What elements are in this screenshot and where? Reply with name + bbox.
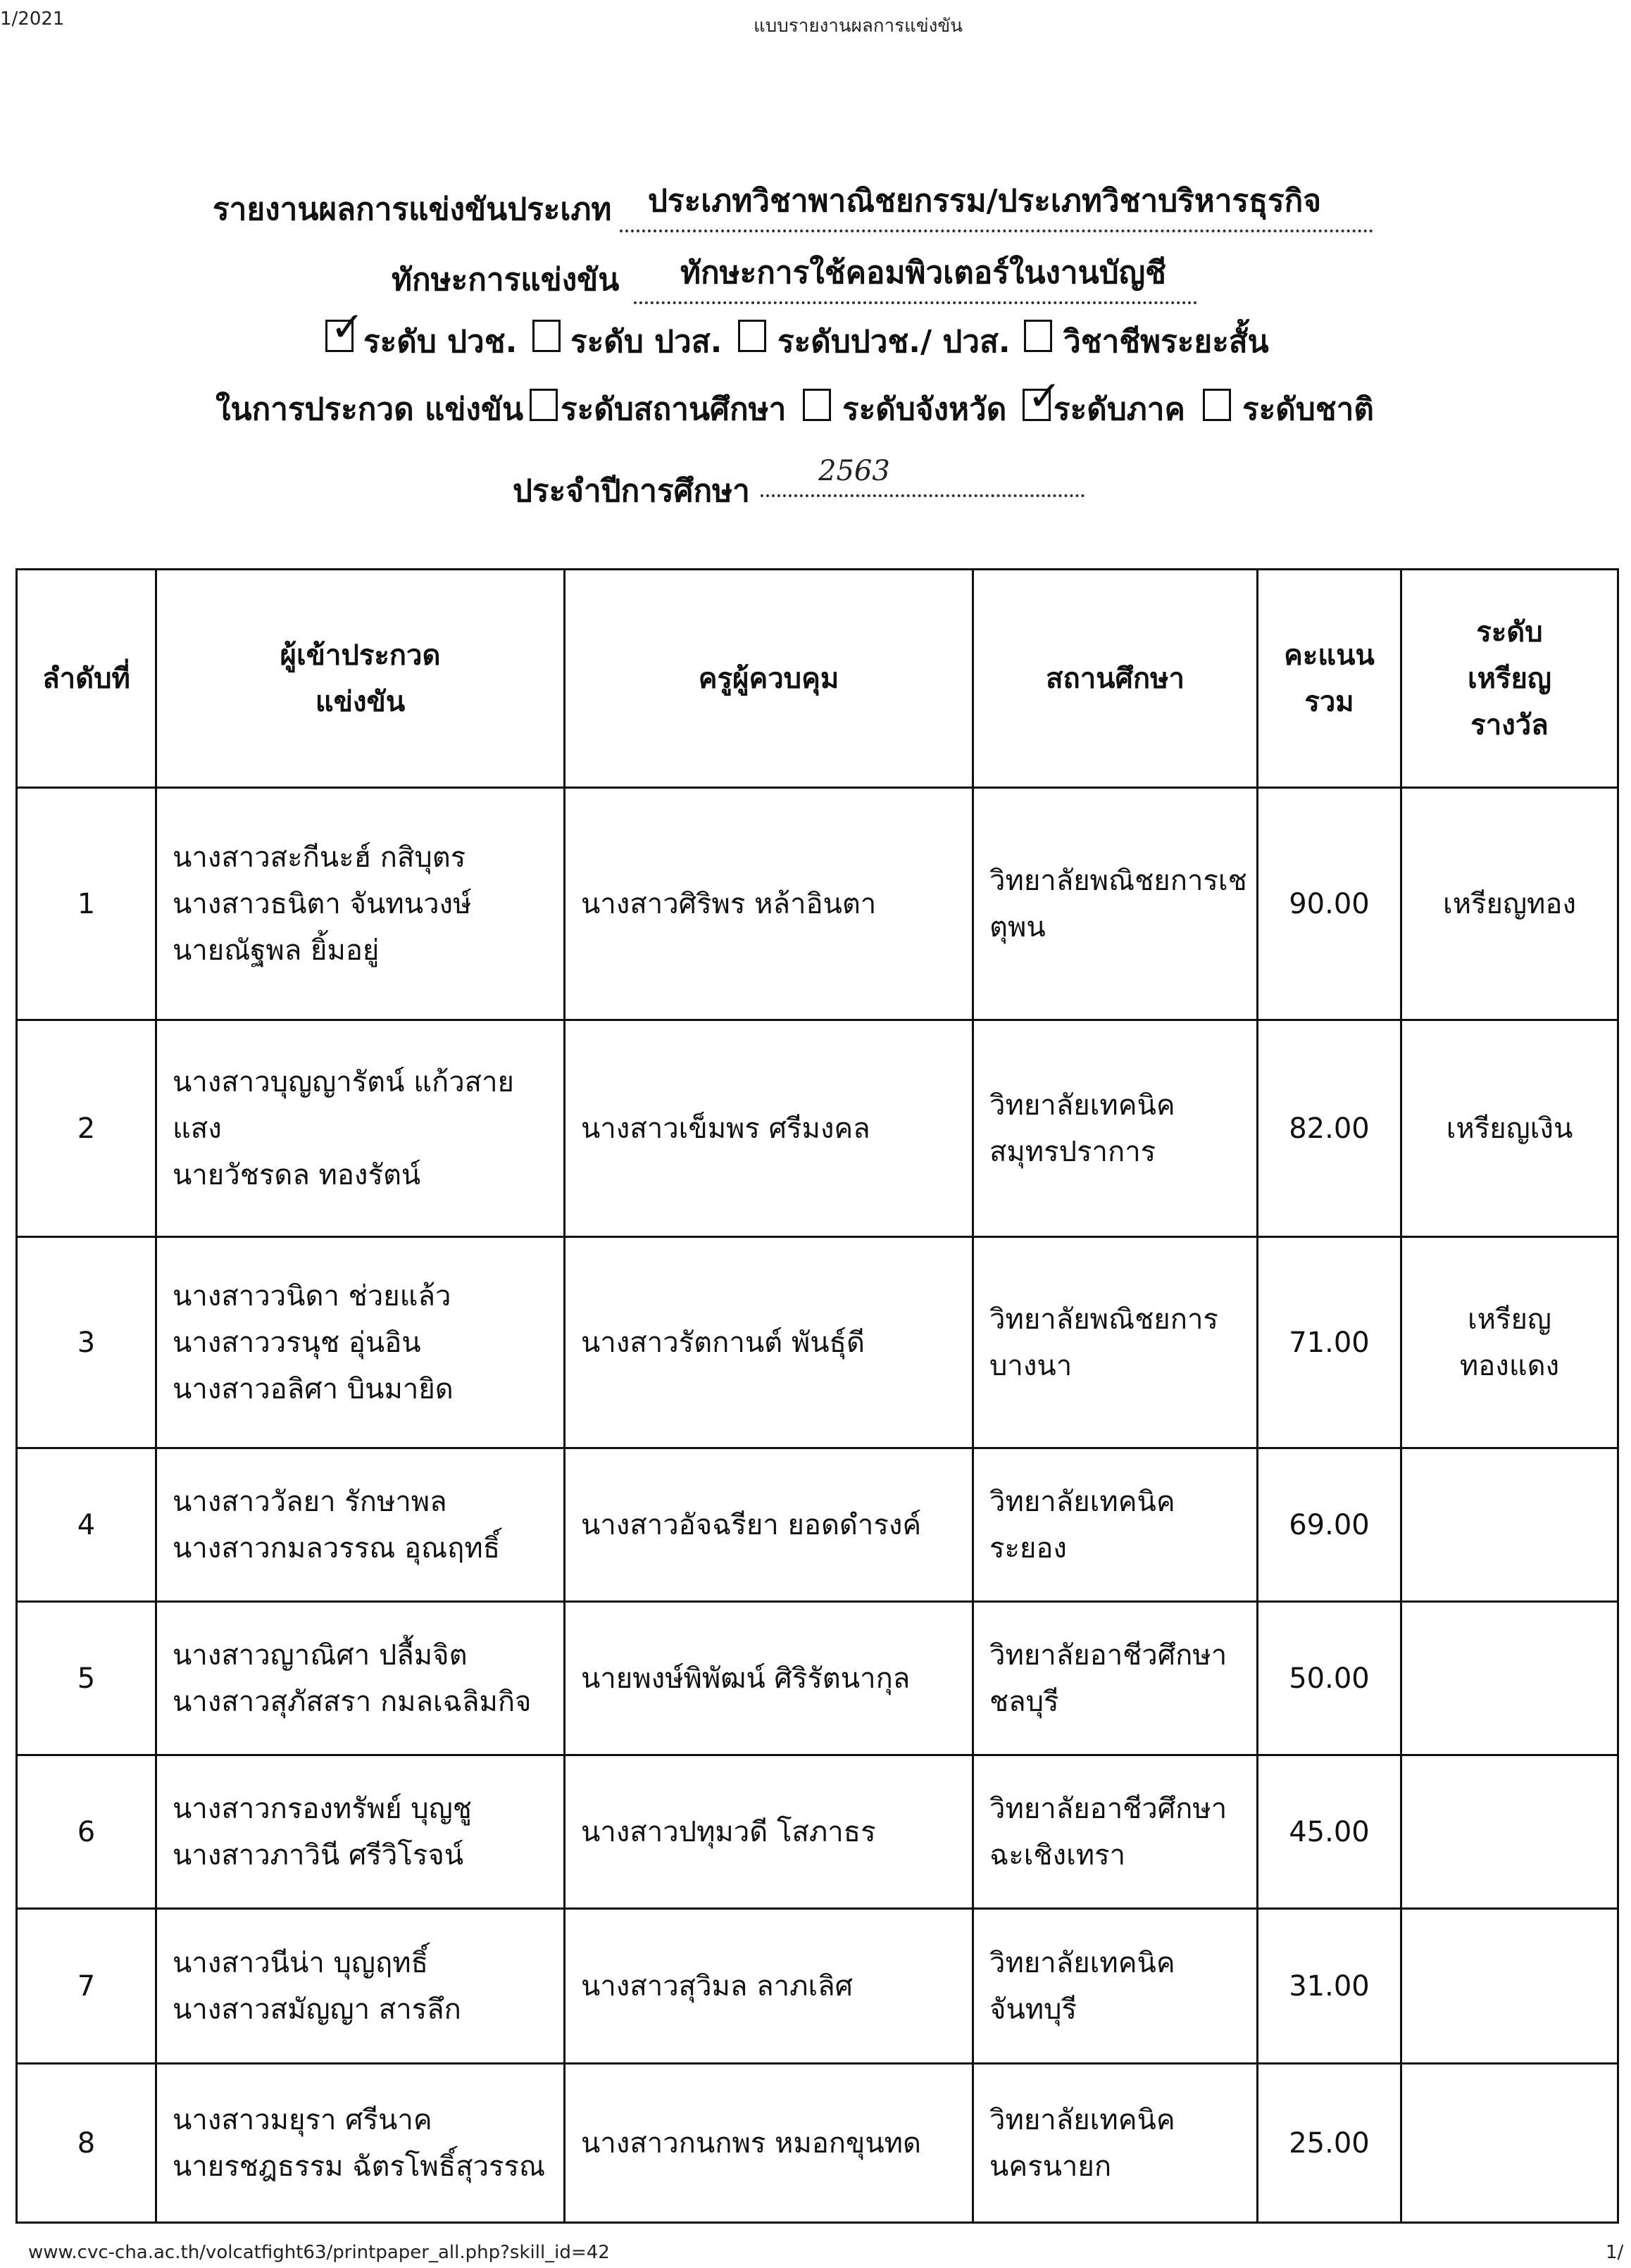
header-award-line: รางวัล xyxy=(1470,708,1549,741)
school-name-line: วิทยาลัยเทคนิค xyxy=(989,2103,1175,2136)
contestant-name: นางสาวธนิตา จันทนวงษ์ xyxy=(173,887,472,920)
header-score-line: คะแนน xyxy=(1284,639,1375,672)
score-cell: 71.00 xyxy=(1258,1237,1401,1448)
school-name-line: วิทยาลัยพณิชยการ xyxy=(989,1303,1218,1336)
teacher-cell: นางสาวอัจฉรียา ยอดดำรงค์ xyxy=(565,1448,973,1602)
award-cell xyxy=(1401,1448,1618,1602)
scope-region-label: ระดับภาค xyxy=(1054,391,1185,427)
footer-url: www.cvc-cha.ac.th/volcatfight63/printpaper_all.php?skill_id=42 xyxy=(28,2242,610,2263)
school-cell xyxy=(973,1020,1258,1237)
contestant-name: นางสาวกรองทรัพย์ บุญชู xyxy=(173,1792,472,1825)
school-name-line: จันทบุรี xyxy=(989,1993,1077,2026)
skill-value: ทักษะการใช้คอมพิวเตอร์ในงานบัญชี xyxy=(680,255,1166,291)
contestants-cell xyxy=(156,1020,565,1237)
level-pvc-checkbox[interactable] xyxy=(325,320,354,352)
school-name-line: ระยอง xyxy=(989,1531,1067,1565)
score-cell: 82.00 xyxy=(1258,1020,1401,1237)
teacher-cell: นางสาวปทุมวดี โสภาธร xyxy=(565,1755,973,1909)
contestant-name: นายวัชรดล ทองรัตน์ xyxy=(173,1158,421,1191)
rank-cell: 4 xyxy=(17,1448,156,1602)
score-cell: 25.00 xyxy=(1258,2064,1401,2223)
header-award xyxy=(1401,570,1618,788)
contestants-cell xyxy=(156,1237,565,1448)
type-dotted-line xyxy=(620,230,1373,232)
results-table xyxy=(15,568,1619,2224)
table-row xyxy=(17,1020,1618,1237)
table-row xyxy=(17,2064,1618,2223)
score-cell: 69.00 xyxy=(1258,1448,1401,1602)
contestant-name: นางสาวภาวินี ศรีวิโรจน์ xyxy=(173,1838,464,1872)
footer-page-number: 1/ xyxy=(1606,2242,1624,2263)
year-label: ประจำปีการศึกษา xyxy=(513,473,750,509)
award-cell xyxy=(1401,2064,1618,2223)
rank-cell: 6 xyxy=(17,1755,156,1909)
school-cell xyxy=(973,2064,1258,2223)
contestant-name: นายรชฎธรรม ฉัตรโพธิ์สุวรรณ xyxy=(173,2150,546,2183)
school-name-line: วิทยาลัยเทคนิค xyxy=(989,1946,1175,1979)
table-header-row xyxy=(17,570,1618,788)
rank-cell: 8 xyxy=(17,2064,156,2223)
table-row xyxy=(17,1755,1618,1909)
scope-national-checkbox[interactable] xyxy=(1203,389,1231,421)
contestants-cell xyxy=(156,1602,565,1755)
header-contestant xyxy=(156,570,565,788)
skill-dotted-line xyxy=(634,301,1197,304)
rank-cell: 7 xyxy=(17,1909,156,2064)
contestant-name: นางสาวอลิศา บินมายิด xyxy=(173,1372,454,1405)
school-name-line: บางนา xyxy=(989,1349,1073,1382)
award-cell xyxy=(1401,1755,1618,1909)
contestants-cell xyxy=(156,1448,565,1602)
skill-label: ทักษะการแข่งขัน xyxy=(392,262,620,298)
table-row xyxy=(17,1237,1618,1448)
header-award-line: เหรียญ xyxy=(1467,662,1552,695)
level-hvc-label: ระดับ ปวส. xyxy=(570,324,723,360)
school-cell xyxy=(973,788,1258,1020)
teacher-cell: นายพงษ์พิพัฒน์ ศิริรัตนากุล xyxy=(565,1602,973,1755)
scope-school-checkbox[interactable] xyxy=(530,389,558,421)
header-contestant-line: แข่งขัน xyxy=(315,685,406,718)
school-name-line: ฉะเชิงเทรา xyxy=(989,1838,1126,1872)
header-contestant-line: ผู้เข้าประกวด xyxy=(280,639,441,672)
teacher-cell: นางสาวเข็มพร ศรีมงคล xyxy=(565,1020,973,1237)
header-school: สถานศึกษา xyxy=(973,570,1258,788)
award-line: เหรียญเงิน xyxy=(1446,1112,1573,1145)
school-name-line: วิทยาลัยเทคนิค xyxy=(989,1089,1175,1122)
award-line: เหรียญ xyxy=(1467,1303,1552,1336)
school-name-line: สมุทรปราการ xyxy=(989,1135,1156,1168)
school-name-line: วิทยาลัยอาชีวศึกษา xyxy=(989,1639,1227,1672)
school-name-line: ตุพน xyxy=(989,910,1046,944)
award-cell xyxy=(1401,1909,1618,2064)
header-teacher: ครูผู้ควบคุม xyxy=(565,570,973,788)
contestant-name: นางสาววนิดา ช่วยแล้ว xyxy=(173,1279,451,1312)
contestant-name: นางสาวกมลวรรณ อุณฤทธิ์ xyxy=(173,1531,501,1565)
award-cell xyxy=(1401,1020,1618,1237)
level-short-course-checkbox[interactable] xyxy=(1024,320,1052,352)
school-cell xyxy=(973,1602,1258,1755)
contestant-name: นางสาวมยุรา ศรีนาค xyxy=(173,2103,432,2136)
table-row xyxy=(17,1909,1618,2064)
header-rank: ลำดับที่ xyxy=(17,570,156,788)
contestant-name: นางสาวนีน่า บุญฤทธิ์ xyxy=(173,1946,429,1979)
teacher-cell: นางสาวรัตกานต์ พันธุ์ดี xyxy=(565,1237,973,1448)
score-cell: 90.00 xyxy=(1258,788,1401,1020)
level-short-course-label: วิชาชีพระยะสั้น xyxy=(1063,324,1269,360)
rank-cell: 2 xyxy=(17,1020,156,1237)
type-label: รายงานผลการแข่งขันประเภท xyxy=(213,192,612,227)
type-value: ประเภทวิชาพาณิชยกรรม/ประเภทวิชาบริหารธุรกิจ xyxy=(648,183,1322,219)
header-score-line: รวม xyxy=(1304,685,1354,718)
level-pvc-label: ระดับ ปวช. xyxy=(363,324,518,360)
print-page-header: แบบรายงานผลการแข่งขัน xyxy=(754,15,963,37)
rank-cell: 3 xyxy=(17,1237,156,1448)
contestant-name: นางสาวสมัญญา สารลึก xyxy=(173,1993,461,2026)
school-name-line: วิทยาลัยเทคนิค xyxy=(989,1485,1175,1518)
contestants-cell xyxy=(156,2064,565,2223)
header-award-line: ระดับ xyxy=(1476,615,1543,649)
school-name-line: วิทยาลัยอาชีวศึกษา xyxy=(989,1792,1227,1825)
contestant-name: นางสาววรนุช อุ่นอิน xyxy=(173,1326,421,1359)
contestant-name: แสง xyxy=(173,1112,222,1145)
school-cell xyxy=(973,1448,1258,1602)
table-row xyxy=(17,1602,1618,1755)
contestant-name: นางสาวสะกีนะฮ์ กสิบุตร xyxy=(173,841,466,874)
contestants-cell xyxy=(156,1909,565,2064)
school-cell xyxy=(973,1237,1258,1448)
level-both-checkbox[interactable] xyxy=(738,320,766,352)
score-cell: 45.00 xyxy=(1258,1755,1401,1909)
school-cell xyxy=(973,1755,1258,1909)
level-hvc-checkbox[interactable] xyxy=(532,320,561,352)
table-row xyxy=(17,1448,1618,1602)
school-name-line: วิทยาลัยพณิชยการเช xyxy=(989,864,1247,897)
table-row xyxy=(17,788,1618,1020)
scope-school-label: ระดับสถานศึกษา xyxy=(561,391,787,427)
level-both-label: ระดับปวช./ ปวส. xyxy=(777,324,1011,360)
school-cell xyxy=(973,1909,1258,2064)
school-name-line: นครนายก xyxy=(989,2150,1112,2183)
teacher-cell: นางสาวสุวิมล ลาภเลิศ xyxy=(565,1909,973,2064)
contestant-name: นางสาวสุภัสสรา กมลเฉลิมกิจ xyxy=(173,1685,532,1718)
score-cell: 31.00 xyxy=(1258,1909,1401,2064)
scope-province-label: ระดับจังหวัด xyxy=(842,391,1007,427)
year-handwritten-value: 2563 xyxy=(818,455,890,487)
year-dotted-line xyxy=(761,494,1085,497)
award-line: เหรียญทอง xyxy=(1443,887,1576,920)
contestants-cell xyxy=(156,788,565,1020)
rank-cell: 1 xyxy=(17,788,156,1020)
scope-national-label: ระดับชาติ xyxy=(1242,391,1374,427)
award-cell xyxy=(1401,1602,1618,1755)
teacher-cell: นางสาวกนกพร หมอกขุนทด xyxy=(565,2064,973,2223)
print-date: 1/2021 xyxy=(0,8,65,30)
competition-label: ในการประกวด แข่งขัน xyxy=(215,391,524,427)
contestant-name: นางสาววัลยา รักษาพล xyxy=(173,1485,447,1518)
scope-region-checkbox[interactable] xyxy=(1023,389,1051,421)
contestant-name: นางสาวบุญญารัตน์ แก้วสาย xyxy=(173,1065,514,1098)
teacher-cell: นางสาวศิริพร หล้าอินตา xyxy=(565,788,973,1020)
contestant-name: นายณัฐพล ยิ้มอยู่ xyxy=(173,934,380,967)
award-line: ทองแดง xyxy=(1459,1349,1560,1382)
rank-cell: 5 xyxy=(17,1602,156,1755)
award-cell xyxy=(1401,1237,1618,1448)
award-cell xyxy=(1401,788,1618,1020)
scope-province-checkbox[interactable] xyxy=(803,389,831,421)
contestant-name: นางสาวญาณิศา ปลื้มจิต xyxy=(173,1639,468,1672)
header-score xyxy=(1258,570,1401,788)
school-name-line: ชลบุรี xyxy=(989,1685,1059,1718)
score-cell: 50.00 xyxy=(1258,1602,1401,1755)
contestants-cell xyxy=(156,1755,565,1909)
